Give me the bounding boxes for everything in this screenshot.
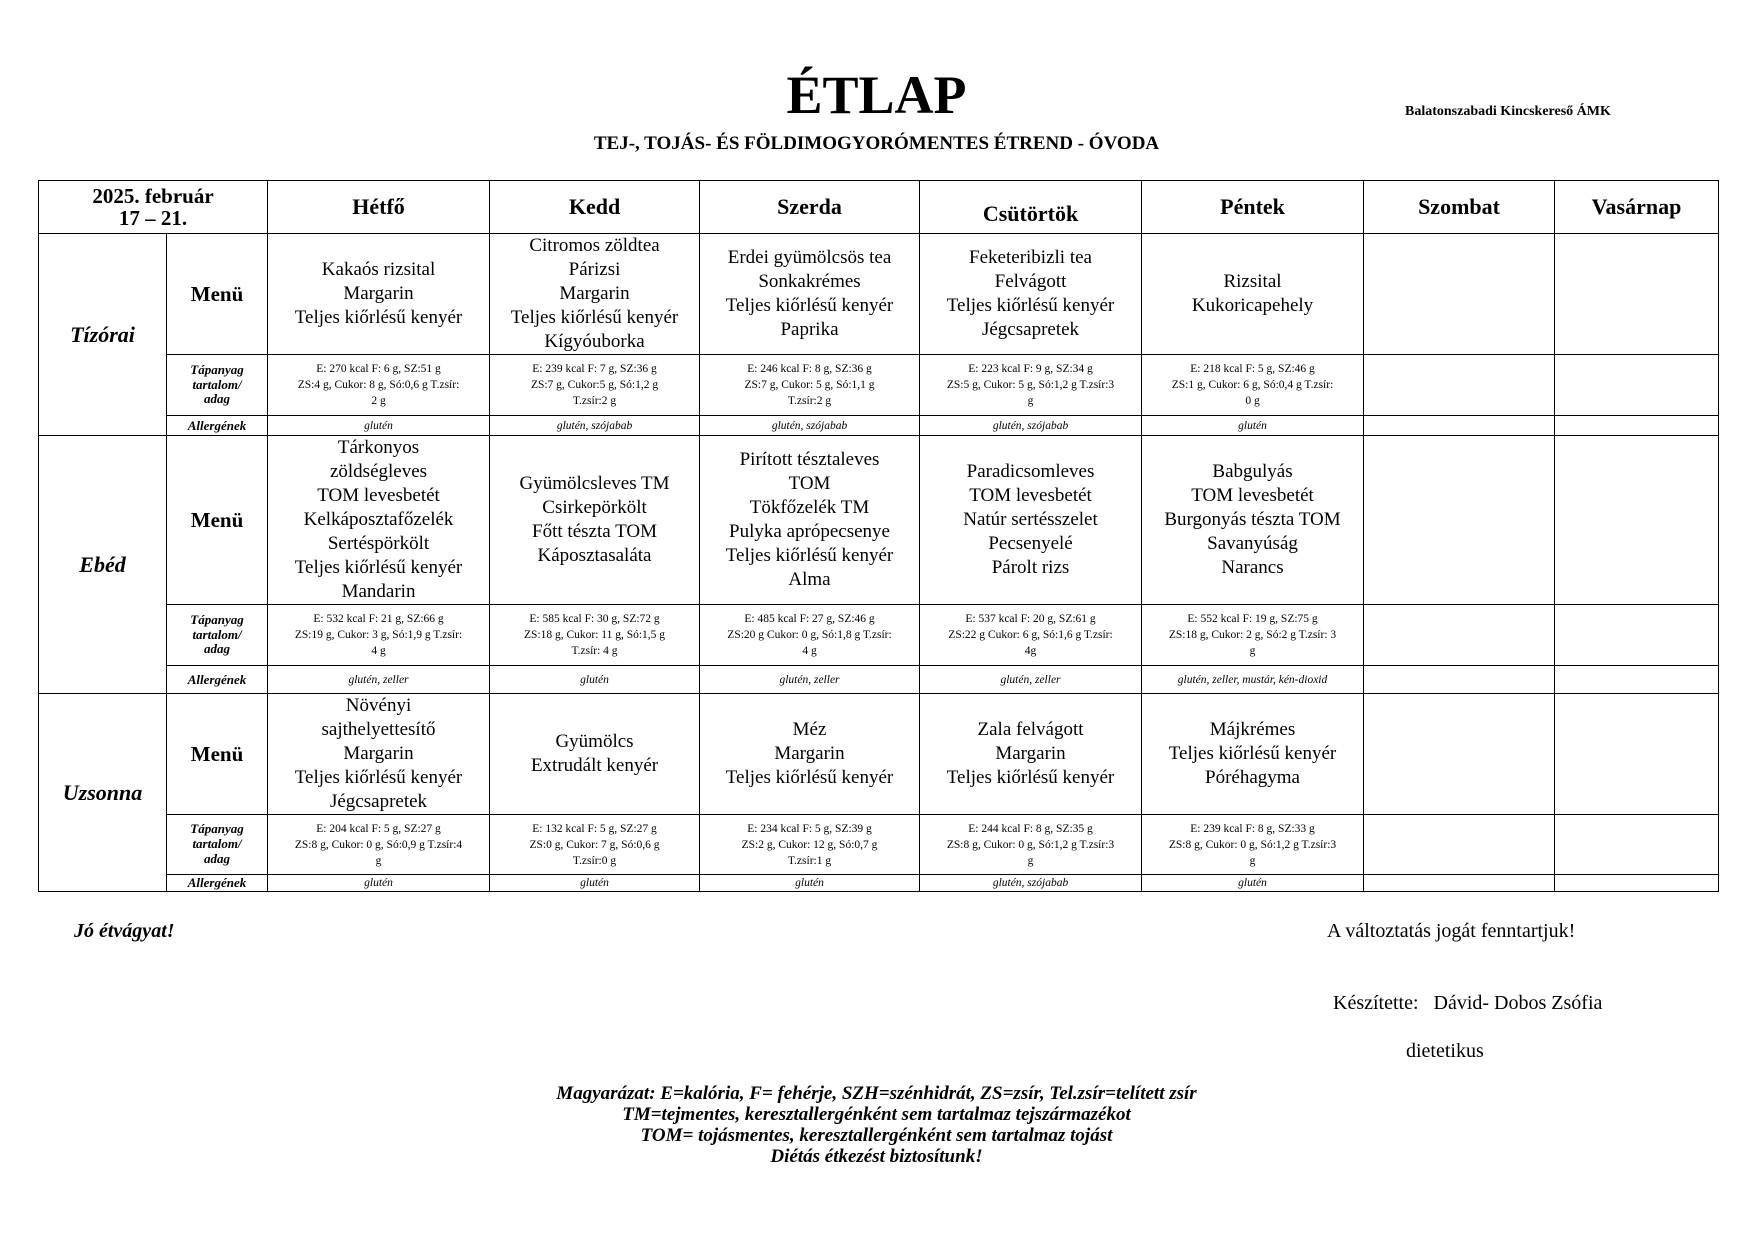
header-row <box>39 181 1719 234</box>
menu-item: Káposztasaláta <box>537 545 652 566</box>
nutrition-line: ZS:1 g, Cukor: 6 g, Só:0,4 g T.zsír: <box>1171 379 1334 391</box>
menu-item: Teljes kiőrlésű kenyér <box>946 767 1115 788</box>
menu-item: Kakaós rizsital <box>321 259 436 280</box>
nutrition-cell <box>1364 355 1555 416</box>
allergen-cell: glutén <box>490 666 700 694</box>
nutrition-line: ZS:7 g, Cukor:5 g, Só:1,2 g <box>530 379 659 391</box>
menu-cell <box>268 694 490 815</box>
nutrition-cell <box>1142 355 1364 416</box>
nutrition-label-line: Tápanyag <box>190 361 244 377</box>
day-header-vasarnap: Vasárnap <box>1555 181 1719 234</box>
nutrition-cell <box>920 815 1142 875</box>
allergen-cell: glutén, zeller, mustár, kén-dioxid <box>1142 666 1364 694</box>
menu-item: Citromos zöldtea <box>529 235 660 256</box>
nutrition-row <box>39 605 1719 666</box>
greeting-text: Jó étvágyat! <box>74 920 175 942</box>
menu-item: Tárkonyos <box>337 437 420 458</box>
menu-item: Kelkáposztafőzelék <box>303 509 454 530</box>
allergen-cell: glutén, szójabab <box>490 416 700 436</box>
menu-item: Teljes kiőrlésű kenyér <box>725 767 894 788</box>
menu-item: Paprika <box>780 319 839 340</box>
nutrition-cell <box>490 605 700 666</box>
menu-item: Margarin <box>995 743 1066 764</box>
day-header-pentek: Péntek <box>1142 181 1364 234</box>
nutrition-line: ZS:18 g, Cukor: 2 g, Só:2 g T.zsír: 3 <box>1168 629 1337 641</box>
menu-cell <box>268 234 490 355</box>
nutrition-cell <box>1364 815 1555 875</box>
nutrition-row <box>39 815 1719 875</box>
allergen-cell <box>1555 666 1719 694</box>
nutrition-line: ZS:2 g, Cukor: 12 g, Só:0,7 g <box>741 838 878 851</box>
menu-item: Margarin <box>343 743 414 764</box>
nutrition-cell <box>490 815 700 875</box>
allergen-cell: glutén <box>268 416 490 436</box>
menu-item: Zala felvágott <box>977 719 1084 740</box>
nutrition-line: 2 g <box>371 395 386 407</box>
nutrition-line: ZS:20 g Cukor: 0 g, Só:1,8 g T.zsír: <box>727 629 892 641</box>
nutrition-cell <box>1555 355 1719 416</box>
nutrition-cell <box>268 605 490 666</box>
nutrition-line: E: 244 kcal F: 8 g, SZ:35 g <box>968 822 1093 835</box>
menu-item: Burgonyás tészta TOM <box>1164 509 1341 530</box>
menu-item: Teljes kiőrlésű kenyér <box>294 767 463 788</box>
menu-row <box>39 436 1719 605</box>
menu-item: Teljes kiőrlésű kenyér <box>946 295 1115 316</box>
menu-item: Alma <box>788 569 831 590</box>
menu-cell <box>700 234 920 355</box>
nutrition-label <box>167 355 268 416</box>
menu-row <box>39 234 1719 355</box>
nutrition-line: E: 532 kcal F: 21 g, SZ:66 g <box>313 613 444 625</box>
menu-item: TOM <box>788 473 831 494</box>
day-header-szombat: Szombat <box>1364 181 1555 234</box>
nutrition-line: T.zsír:0 g <box>572 854 617 867</box>
menu-cell <box>490 694 700 815</box>
allergen-cell <box>1364 875 1555 892</box>
allergen-cell: glutén, zeller <box>700 666 920 694</box>
allergen-cell: glutén, zeller <box>268 666 490 694</box>
date-line-2: 17 – 21. <box>118 206 188 230</box>
menu-item: Párizsi <box>568 259 621 280</box>
nutrition-line: ZS:19 g, Cukor: 3 g, Só:1,9 g T.zsír: <box>294 629 463 641</box>
nutrition-cell <box>1555 815 1719 875</box>
allergen-cell: glutén, szójabab <box>700 416 920 436</box>
menu-item: Májkrémes <box>1209 719 1296 740</box>
legend-line: TOM= tojásmentes, keresztallergénként sem tartalmaz tojást <box>640 1125 1113 1146</box>
nutrition-label-line: adag <box>204 850 230 866</box>
menu-cell <box>700 436 920 605</box>
nutrition-cell <box>490 355 700 416</box>
menu-item: Főtt tészta TOM <box>532 521 657 542</box>
nutrition-label-line: tartalom/ <box>192 626 242 642</box>
nutrition-cell <box>1142 815 1364 875</box>
allergen-cell: glutén, szójabab <box>920 416 1142 436</box>
menu-item: Méz <box>792 719 827 740</box>
nutrition-line: E: 270 kcal F: 6 g, SZ:51 g <box>316 363 441 375</box>
menu-item: Kígyóuborka <box>544 331 645 352</box>
menu-item: Felvágott <box>994 271 1067 292</box>
nutrition-line: E: 239 kcal F: 7 g, SZ:36 g <box>532 363 657 375</box>
menu-cell <box>490 234 700 355</box>
nutrition-line: T.zsír:2 g <box>572 395 617 407</box>
allergen-cell <box>1364 416 1555 436</box>
menu-cell <box>1142 234 1364 355</box>
menu-cell <box>920 694 1142 815</box>
day-header-szerda: Szerda <box>700 181 920 234</box>
allergen-cell: glutén, szójabab <box>920 875 1142 892</box>
menu-cell <box>1555 234 1719 355</box>
allergen-label: Allergének <box>167 666 268 694</box>
menu-item: Margarin <box>343 283 414 304</box>
nutrition-line: E: 552 kcal F: 19 g, SZ:75 g <box>1187 613 1318 625</box>
menu-item: Mandarin <box>341 581 416 602</box>
nutrition-line: 4g <box>1024 645 1037 657</box>
menu-cell <box>1364 694 1555 815</box>
menu-item: Póréhagyma <box>1205 767 1300 788</box>
nutrition-line: E: 234 kcal F: 5 g, SZ:39 g <box>747 822 872 835</box>
menu-item: Teljes kiőrlésű kenyér <box>294 557 463 578</box>
menu-item: Extrudált kenyér <box>530 755 659 776</box>
nutrition-line: E: 585 kcal F: 30 g, SZ:72 g <box>529 613 660 625</box>
nutrition-line: E: 537 kcal F: 20 g, SZ:61 g <box>965 613 1096 625</box>
menu-cell <box>1555 436 1719 605</box>
menu-item: Csirkepörkölt <box>542 497 647 518</box>
menu-item: Natúr sertésszelet <box>963 509 1098 530</box>
menu-table-body <box>39 181 1719 892</box>
nutrition-label-line: Tápanyag <box>190 611 244 627</box>
menu-item: Gyümölcs <box>555 731 634 752</box>
nutrition-label-line: adag <box>204 641 230 657</box>
rights-notice: A változtatás jogát fenntartjuk! <box>1327 920 1576 942</box>
allergen-cell: glutén <box>1142 875 1364 892</box>
nutrition-cell <box>920 355 1142 416</box>
menu-cell <box>1555 694 1719 815</box>
nutrition-line: 4 g <box>802 645 817 657</box>
nutrition-cell <box>268 355 490 416</box>
nutrition-line: ZS:0 g, Cukor: 7 g, Só:0,6 g <box>529 838 660 851</box>
date-cell <box>39 181 268 234</box>
allergen-cell: glutén <box>490 875 700 892</box>
nutrition-label <box>167 815 268 875</box>
nutrition-line: E: 223 kcal F: 9 g, SZ:34 g <box>968 363 1093 375</box>
menu-item: Savanyúság <box>1207 533 1298 554</box>
menu-cell <box>920 436 1142 605</box>
nutrition-line: T.zsír:2 g <box>787 395 832 407</box>
allergen-cell: glutén <box>1142 416 1364 436</box>
menu-item: Jégcsapretek <box>981 319 1080 340</box>
nutrition-cell <box>1142 605 1364 666</box>
nutrition-line: g <box>1249 645 1256 657</box>
menu-item: Margarin <box>774 743 845 764</box>
nutrition-line: ZS:4 g, Cukor: 8 g, Só:0,6 g T.zsír: <box>297 379 460 391</box>
menu-item: Teljes kiőrlésű kenyér <box>294 307 463 328</box>
menu-label: Menü <box>167 694 268 815</box>
allergen-label: Allergének <box>167 875 268 892</box>
menu-item: Tökfőzelék TM <box>749 497 870 518</box>
nutrition-cell <box>700 605 920 666</box>
allergen-row <box>39 875 1719 892</box>
nutrition-line: E: 218 kcal F: 5 g, SZ:46 g <box>1190 363 1315 375</box>
menu-item: Növényi <box>345 695 412 716</box>
nutrition-cell <box>700 355 920 416</box>
menu-item: Kukoricapehely <box>1191 295 1314 316</box>
nutrition-line: ZS:8 g, Cukor: 0 g, Só:0,9 g T.zsír:4 <box>294 838 463 851</box>
allergen-cell: glutén, zeller <box>920 666 1142 694</box>
nutrition-line: g <box>1249 854 1256 867</box>
menu-item: Párolt rizs <box>991 557 1070 578</box>
menu-item: Teljes kiőrlésű kenyér <box>725 545 894 566</box>
legend-line: Diétás étkezést biztosítunk! <box>770 1146 983 1167</box>
nutrition-line: E: 485 kcal F: 27 g, SZ:46 g <box>744 613 875 625</box>
allergen-cell <box>1364 666 1555 694</box>
nutrition-cell <box>920 605 1142 666</box>
nutrition-line: g <box>1027 395 1034 407</box>
menu-item: Gyümölcsleves TM <box>519 473 670 494</box>
menu-item: zöldségleves <box>329 461 428 482</box>
allergen-cell <box>1555 875 1719 892</box>
menu-cell <box>490 436 700 605</box>
menu-item: Teljes kiőrlésű kenyér <box>1168 743 1337 764</box>
menu-item: Teljes kiőrlésű kenyér <box>725 295 894 316</box>
date-line-1: 2025. február <box>92 183 214 208</box>
nutrition-label-line: tartalom/ <box>192 836 242 852</box>
meal-name-cell: Uzsonna <box>39 694 167 892</box>
menu-item: sajthelyettesítő <box>321 719 436 740</box>
menu-cell <box>268 436 490 605</box>
legend-block <box>0 1083 1753 1167</box>
menu-item: Teljes kiőrlésű kenyér <box>510 307 679 328</box>
legend-line: TM=tejmentes, keresztallergénként sem tartalmaz tejszármazékot <box>622 1104 1131 1125</box>
menu-cell <box>1142 694 1364 815</box>
author-line: Készítette: Dávid- Dobos Zsófia <box>1333 992 1603 1014</box>
nutrition-line: T.zsír: 4 g <box>571 645 618 657</box>
page-subtitle: TEJ-, TOJÁS- ÉS FÖLDIMOGYORÓMENTES ÉTREND - ÓVODA <box>593 133 1160 154</box>
menu-item: Pirított tésztaleves <box>739 449 880 470</box>
day-header-csutortok: Csütörtök <box>920 181 1142 234</box>
day-header-hetfo: Hétfő <box>268 181 490 234</box>
menu-item: TOM levesbetét <box>969 485 1092 506</box>
allergen-row <box>39 666 1719 694</box>
menu-cell <box>700 694 920 815</box>
menu-item: Jégcsapretek <box>329 791 428 812</box>
nutrition-line: ZS:8 g, Cukor: 0 g, Só:1,2 g T.zsír:3 <box>1168 838 1337 851</box>
nutrition-line: ZS:5 g, Cukor: 5 g, Só:1,2 g T.zsír:3 <box>946 379 1115 391</box>
menu-item: Erdei gyümölcsös tea <box>727 247 892 268</box>
allergen-cell: glutén <box>268 875 490 892</box>
menu-row <box>39 694 1719 815</box>
menu-item: TOM levesbetét <box>317 485 440 506</box>
nutrition-label-line: adag <box>204 391 230 407</box>
nutrition-line: ZS:18 g, Cukor: 11 g, Só:1,5 g <box>523 629 666 641</box>
menu-item: Babgulyás <box>1212 461 1293 482</box>
menu-cell <box>1364 436 1555 605</box>
organization-name: Balatonszabadi Kincskereső ÁMK <box>1405 104 1611 119</box>
nutrition-row <box>39 355 1719 416</box>
menu-item: Sonkakrémes <box>758 271 861 292</box>
page-title: ÉTLAP <box>786 65 967 125</box>
nutrition-cell <box>1555 605 1719 666</box>
nutrition-label <box>167 605 268 666</box>
nutrition-label-line: tartalom/ <box>192 376 242 392</box>
nutrition-line: 4 g <box>371 645 386 657</box>
menu-item: Sertéspörkölt <box>327 533 430 554</box>
meal-name-cell: Tízórai <box>39 234 167 436</box>
menu-item: Paradicsomleves <box>966 461 1095 482</box>
menu-item: Pulyka aprópecsenye <box>729 521 890 542</box>
day-header-kedd: Kedd <box>490 181 700 234</box>
nutrition-line: g <box>375 854 382 867</box>
menu-cell <box>1142 436 1364 605</box>
nutrition-cell <box>268 815 490 875</box>
nutrition-line: ZS:7 g, Cukor: 5 g, Só:1,1 g <box>744 379 875 391</box>
menu-item: Pecsenyelé <box>988 533 1073 554</box>
nutrition-line: E: 132 kcal F: 5 g, SZ:27 g <box>532 822 657 835</box>
menu-label: Menü <box>167 436 268 605</box>
nutrition-cell <box>1364 605 1555 666</box>
allergen-cell: glutén <box>700 875 920 892</box>
nutrition-line: 0 g <box>1245 395 1260 407</box>
nutrition-line: ZS:22 g Cukor: 6 g, Só:1,6 g T.zsír: <box>948 629 1113 641</box>
menu-cell <box>1364 234 1555 355</box>
menu-item: Narancs <box>1221 557 1284 578</box>
nutrition-line: T.zsír:1 g <box>787 854 832 867</box>
allergen-row <box>39 416 1719 436</box>
nutrition-cell <box>700 815 920 875</box>
menu-item: Feketeribizli tea <box>969 247 1092 268</box>
author-role: dietetikus <box>1406 1040 1484 1062</box>
nutrition-line: ZS:8 g, Cukor: 0 g, Só:1,2 g T.zsír:3 <box>946 838 1115 851</box>
allergen-cell <box>1555 416 1719 436</box>
nutrition-line: E: 204 kcal F: 5 g, SZ:27 g <box>316 822 441 835</box>
menu-cell <box>920 234 1142 355</box>
legend-line: Magyarázat: E=kalória, F= fehérje, SZH=szénhidrát, ZS=zsír, Tel.zsír=telített zsír <box>556 1083 1197 1104</box>
nutrition-label-line: Tápanyag <box>190 821 244 837</box>
menu-table <box>38 180 1719 892</box>
nutrition-line: E: 239 kcal F: 8 g, SZ:33 g <box>1190 822 1315 835</box>
meal-name-cell: Ebéd <box>39 436 167 694</box>
nutrition-line: g <box>1027 854 1034 867</box>
menu-item: Margarin <box>559 283 630 304</box>
nutrition-line: E: 246 kcal F: 8 g, SZ:36 g <box>747 363 872 375</box>
menu-item: Rizsital <box>1223 271 1282 292</box>
menu-label: Menü <box>167 234 268 355</box>
menu-item: TOM levesbetét <box>1191 485 1314 506</box>
allergen-label: Allergének <box>167 416 268 436</box>
